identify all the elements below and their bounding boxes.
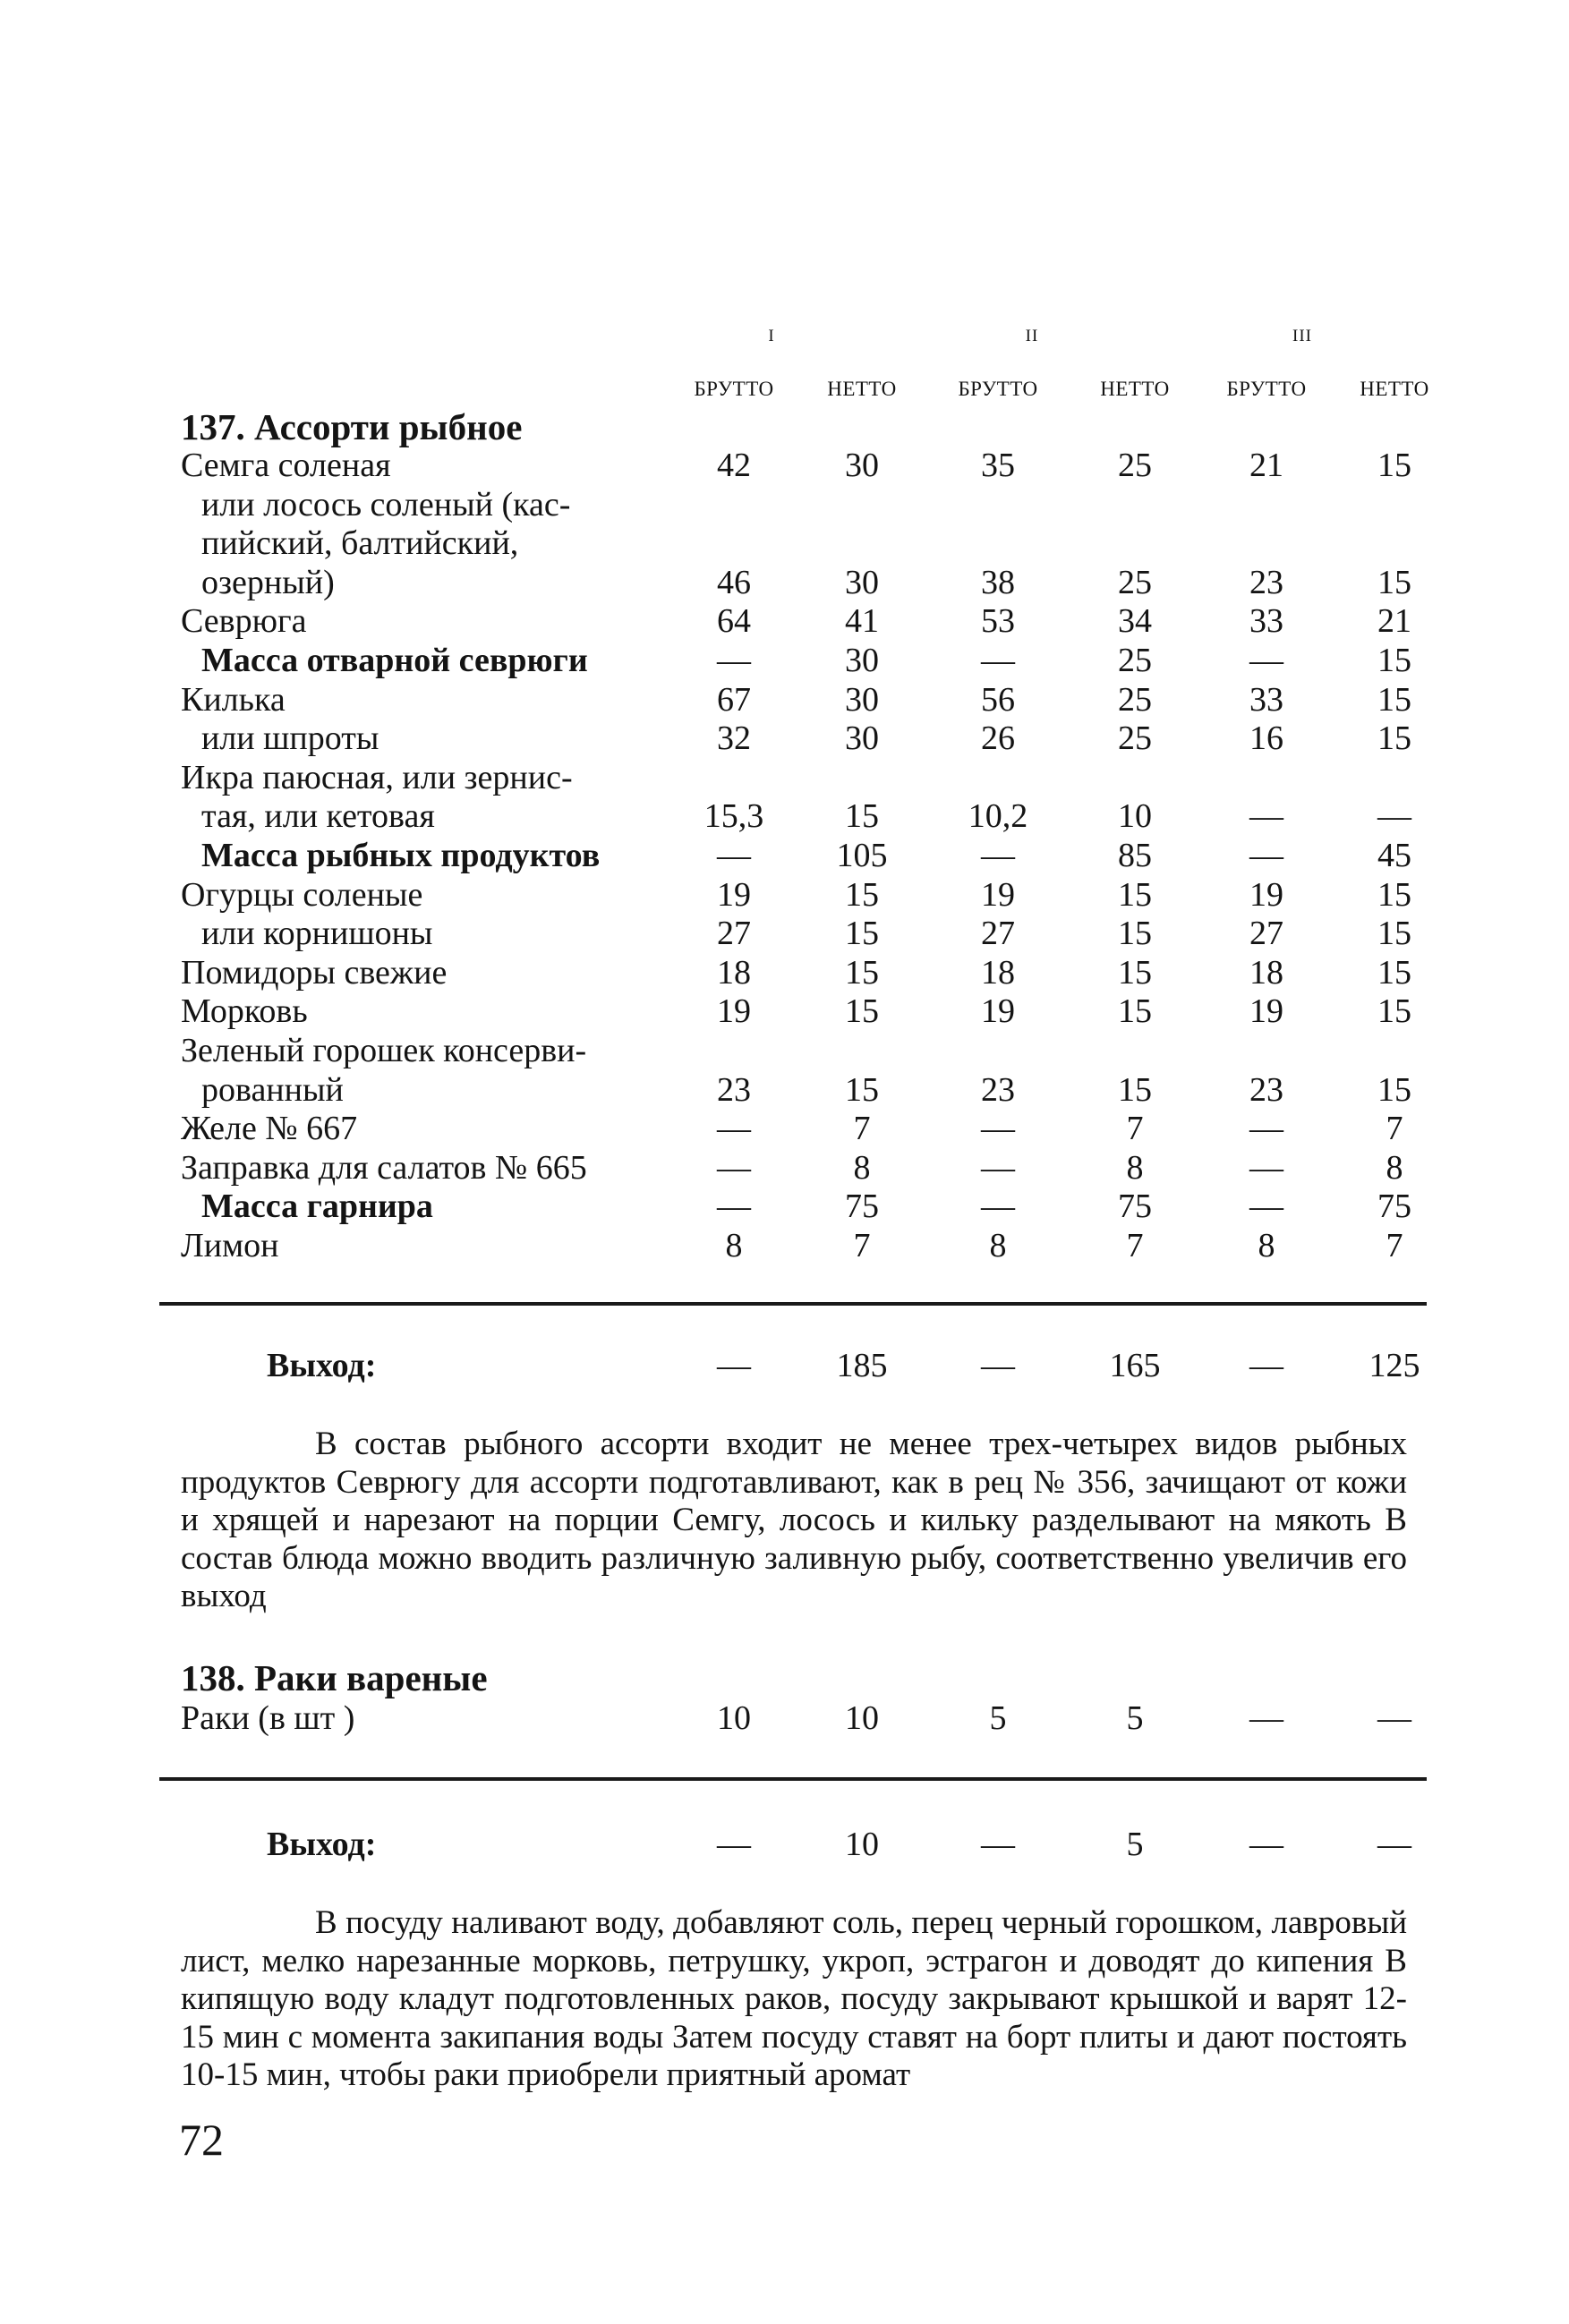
- quantity-cell: 15: [1377, 1070, 1411, 1109]
- quantity-cell: 19: [717, 875, 751, 914]
- quantity-cell: —: [981, 837, 1015, 874]
- quantity-cell: 8: [853, 1148, 871, 1187]
- quantity-cell: 21: [1377, 602, 1411, 641]
- group-header-1: I: [768, 327, 775, 345]
- quantity-cell: 15: [1118, 992, 1152, 1031]
- quantity-cell: 19: [1249, 992, 1283, 1031]
- quantity-cell: 7: [1126, 1227, 1144, 1264]
- output-value: —: [1377, 1826, 1411, 1863]
- output-value: 125: [1369, 1347, 1420, 1384]
- output-value: 185: [836, 1347, 888, 1384]
- recipe-137-title-row: [0, 407, 1569, 447]
- quantity-cell: 25: [1118, 642, 1152, 679]
- quantity-cell: 15: [1377, 953, 1411, 992]
- quantity-cell: 7: [853, 1227, 871, 1264]
- quantity-cell: 7: [1386, 1227, 1403, 1264]
- quantity-cell: 18: [1249, 953, 1283, 992]
- quantity-cell: 16: [1249, 719, 1283, 758]
- ingredient-label: или лосось соленый (кас-: [201, 485, 571, 524]
- recipe-138-description: [181, 1904, 1407, 2095]
- quantity-cell: 30: [845, 447, 879, 484]
- quantity-cell: 25: [1118, 680, 1152, 719]
- table-row: [0, 1698, 1569, 1738]
- quantity-cell: —: [1249, 797, 1283, 836]
- quantity-cell: 15: [845, 915, 879, 953]
- output-label: Выход:: [267, 1826, 377, 1863]
- output-value: —: [981, 1347, 1015, 1384]
- column-header-2: НЕТТО: [827, 378, 897, 400]
- ingredient-label: Морковь: [181, 992, 308, 1031]
- quantity-cell: 15: [1377, 642, 1411, 679]
- quantity-cell: 23: [1249, 1070, 1283, 1109]
- table-rule: [159, 1777, 1427, 1781]
- quantity-cell: 27: [1249, 915, 1283, 953]
- output-value: 5: [1126, 1826, 1144, 1863]
- table-row: [0, 1226, 1569, 1265]
- table-row: [0, 563, 1569, 602]
- quantity-cell: 41: [845, 602, 879, 641]
- ingredient-label: Желе № 667: [181, 1110, 358, 1148]
- quantity-cell: 105: [836, 837, 888, 874]
- quantity-cell: —: [717, 1110, 751, 1148]
- quantity-cell: —: [1249, 1188, 1283, 1226]
- quantity-cell: 8: [1126, 1148, 1144, 1187]
- quantity-cell: —: [1249, 642, 1283, 679]
- group-header-3: III: [1292, 327, 1312, 345]
- description-text: В посуду наливают воду, добавляют соль, перец черный горошком, лавровый лист, мелко нарезанные морковь, петрушку, укроп, эстрагон и доводят до кипения В кипящую воду кладут подготовленных раков, посуду закрывают крышкой и варят 12-15 мин с момента закипания воды Затем посуду ставят на борт плиты и дают постоять 10-15 мин, чтобы раки приобрели приятный аромат: [181, 1904, 1407, 2093]
- quantity-cell: —: [1377, 797, 1411, 836]
- output-value: —: [717, 1347, 751, 1384]
- quantity-cell: 75: [1118, 1188, 1152, 1226]
- quantity-cell: 23: [1249, 563, 1283, 601]
- quantity-cell: 25: [1118, 563, 1152, 601]
- table-row: [0, 1070, 1569, 1110]
- table-row: [0, 1031, 1569, 1070]
- ingredient-label: рованный: [201, 1070, 344, 1109]
- quantity-cell: 45: [1377, 837, 1411, 874]
- quantity-cell: 30: [845, 563, 879, 601]
- quantity-cell: 75: [1377, 1188, 1411, 1226]
- ingredient-label: Заправка для салатов № 665: [181, 1148, 587, 1187]
- quantity-cell: 15,3: [703, 797, 764, 836]
- table-row: [0, 641, 1569, 680]
- page-number: 72: [179, 2115, 224, 2165]
- ingredient-label: Раки (в шт ): [181, 1699, 355, 1737]
- quantity-cell: 15: [1377, 915, 1411, 953]
- quantity-cell: —: [981, 1188, 1015, 1226]
- quantity-cell: 15: [845, 992, 879, 1031]
- quantity-cell: 15: [1377, 563, 1411, 601]
- ingredient-label: Масса отварной севрюги: [201, 642, 588, 679]
- table-rule: [159, 1302, 1427, 1306]
- ingredient-label: пийский, балтийский,: [201, 524, 519, 563]
- output-value: 165: [1109, 1347, 1161, 1384]
- ingredient-label: Масса гарнира: [201, 1188, 433, 1226]
- ingredient-label: тая, или кетовая: [201, 797, 435, 836]
- quantity-cell: 8: [1386, 1148, 1403, 1187]
- ingredient-label: или корнишоны: [201, 915, 433, 953]
- quantity-cell: 33: [1249, 680, 1283, 719]
- quantity-cell: 30: [845, 719, 879, 758]
- quantity-cell: 10: [1118, 797, 1152, 836]
- quantity-cell: 19: [981, 875, 1015, 914]
- quantity-cell: 46: [717, 563, 751, 601]
- table-row: [0, 953, 1569, 992]
- quantity-cell: 25: [1118, 447, 1152, 484]
- quantity-cell: 18: [981, 953, 1015, 992]
- quantity-cell: 15: [845, 875, 879, 914]
- table-row: [0, 758, 1569, 797]
- quantity-cell: 75: [845, 1188, 879, 1226]
- quantity-cell: —: [981, 642, 1015, 679]
- quantity-cell: 15: [1118, 875, 1152, 914]
- group-header-2: II: [1025, 327, 1039, 345]
- ingredient-label: Зеленый горошек консерви-: [181, 1032, 587, 1069]
- ingredient-label: Лимон: [181, 1227, 279, 1264]
- output-value: —: [1249, 1826, 1283, 1863]
- quantity-cell: 10,2: [968, 797, 1028, 836]
- quantity-cell: 21: [1249, 447, 1283, 484]
- column-header-4: НЕТТО: [1100, 378, 1170, 400]
- ingredient-label: озерный): [201, 563, 335, 601]
- table-row: [0, 719, 1569, 758]
- recipe-title: 138. Раки вареные: [181, 1657, 488, 1698]
- ingredient-label: Семга соленая: [181, 447, 391, 484]
- table-row: [0, 992, 1569, 1031]
- output-value: —: [717, 1826, 751, 1863]
- quantity-cell: 35: [981, 447, 1015, 484]
- quantity-cell: —: [1249, 1110, 1283, 1148]
- quantity-cell: 25: [1118, 719, 1152, 758]
- quantity-cell: 19: [1249, 875, 1283, 914]
- ingredient-label: Килька: [181, 680, 286, 719]
- quantity-cell: 18: [717, 953, 751, 992]
- quantity-cell: 19: [717, 992, 751, 1031]
- quantity-cell: 15: [1377, 719, 1411, 758]
- recipe-title: 137. Ассорти рыбное: [181, 406, 523, 447]
- quantity-cell: 64: [717, 602, 751, 641]
- quantity-cell: 56: [981, 680, 1015, 719]
- ingredient-label: Севрюга: [181, 602, 307, 641]
- quantity-cell: 53: [981, 602, 1015, 641]
- quantity-cell: 5: [1126, 1699, 1144, 1737]
- table-row: [0, 875, 1569, 915]
- quantity-cell: 32: [717, 719, 751, 758]
- quantity-cell: 8: [989, 1227, 1007, 1264]
- ingredient-label: Помидоры свежие: [181, 953, 448, 992]
- quantity-cell: 67: [717, 680, 751, 719]
- quantity-cell: —: [1377, 1699, 1411, 1737]
- quantity-cell: 7: [1126, 1110, 1144, 1148]
- quantity-cell: 85: [1118, 837, 1152, 874]
- quantity-cell: 15: [845, 953, 879, 992]
- recipe-137-output-row: [0, 1346, 1569, 1385]
- table-row: [0, 446, 1569, 485]
- quantity-cell: 15: [1377, 875, 1411, 914]
- table-row: [0, 1109, 1569, 1148]
- output-value: —: [981, 1826, 1015, 1863]
- recipe-137-description: [181, 1426, 1407, 1616]
- quantity-cell: 23: [981, 1070, 1015, 1109]
- table-row: [0, 601, 1569, 641]
- quantity-cell: 34: [1118, 602, 1152, 641]
- quantity-cell: —: [717, 642, 751, 679]
- table-row: [0, 1148, 1569, 1188]
- quantity-cell: 10: [717, 1699, 751, 1737]
- output-value: —: [1249, 1347, 1283, 1384]
- quantity-cell: 26: [981, 719, 1015, 758]
- quantity-cell: —: [717, 837, 751, 874]
- quantity-cell: 15: [1118, 953, 1152, 992]
- ingredient-label: Икра паюсная, или зернис-: [181, 758, 573, 796]
- quantity-cell: 38: [981, 563, 1015, 601]
- quantity-cell: 15: [1118, 1070, 1152, 1109]
- column-header-1: БРУТТО: [694, 378, 774, 400]
- column-header-5: БРУТТО: [1226, 378, 1307, 400]
- quantity-cell: 15: [1377, 680, 1411, 719]
- quantity-cell: —: [717, 1188, 751, 1226]
- quantity-cell: —: [1249, 837, 1283, 874]
- table-row: [0, 1187, 1569, 1226]
- output-label: Выход:: [267, 1347, 377, 1384]
- quantity-cell: —: [981, 1110, 1015, 1148]
- ingredient-label: Огурцы соленые: [181, 875, 423, 914]
- quantity-cell: 19: [981, 992, 1015, 1031]
- recipe-138-title-row: [0, 1658, 1569, 1698]
- quantity-cell: —: [1249, 1148, 1283, 1187]
- quantity-cell: —: [981, 1148, 1015, 1187]
- quantity-cell: 15: [1118, 915, 1152, 953]
- quantity-cell: —: [717, 1148, 751, 1187]
- table-row: [0, 680, 1569, 719]
- recipe-138-output-row: [0, 1825, 1569, 1864]
- quantity-cell: 15: [845, 797, 879, 836]
- quantity-cell: 15: [1377, 992, 1411, 1031]
- quantity-cell: 27: [981, 915, 1015, 953]
- quantity-cell: 30: [845, 642, 879, 679]
- column-header-6: НЕТТО: [1360, 378, 1429, 400]
- table-row: [0, 524, 1569, 563]
- quantity-cell: 7: [853, 1110, 871, 1148]
- quantity-cell: 30: [845, 680, 879, 719]
- table-row: [0, 914, 1569, 953]
- quantity-cell: 15: [845, 1070, 879, 1109]
- ingredient-label: или шпроты: [201, 719, 379, 758]
- table-row: [0, 836, 1569, 875]
- description-text: В состав рыбного ассорти входит не менее трех-четырех видов рыбных продуктов Севрюгу для ассорти подготавливают, как в рец № 356, зачищают от кожи и хрящей и нарезают на порции Семгу, лосось и кильку разделывают на мякоть В состав блюда можно вводить различную заливную рыбу, соответственно увеличив его выход: [181, 1426, 1407, 1614]
- ingredient-label: Масса рыбных продуктов: [201, 837, 601, 874]
- column-header-3: БРУТТО: [958, 378, 1038, 400]
- quantity-cell: 7: [1386, 1110, 1403, 1148]
- quantity-cell: 23: [717, 1070, 751, 1109]
- quantity-cell: —: [1249, 1699, 1283, 1737]
- output-value: 10: [845, 1826, 879, 1863]
- quantity-cell: 5: [989, 1699, 1007, 1737]
- quantity-cell: 10: [845, 1699, 879, 1737]
- table-row: [0, 485, 1569, 524]
- quantity-cell: 27: [717, 915, 751, 953]
- table-row: [0, 796, 1569, 836]
- quantity-cell: 15: [1377, 447, 1411, 484]
- quantity-cell: 42: [717, 447, 751, 484]
- quantity-cell: 8: [1258, 1227, 1275, 1264]
- quantity-cell: 33: [1249, 602, 1283, 641]
- quantity-cell: 8: [725, 1227, 743, 1264]
